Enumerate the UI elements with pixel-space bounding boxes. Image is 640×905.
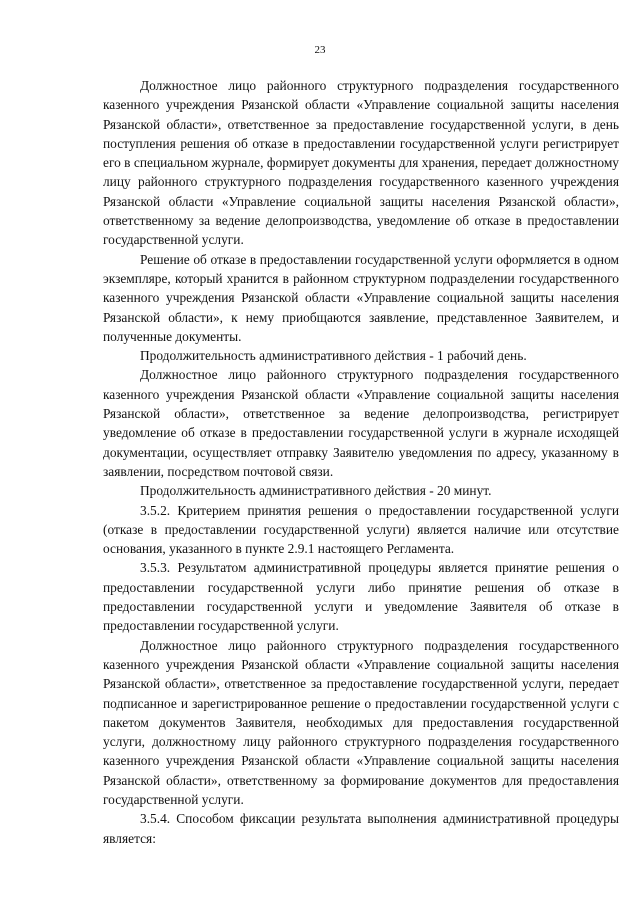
page-number: 23 (314, 44, 326, 56)
paragraph-duration-one-day: Продолжительность административного действия - 1 рабочий день. (140, 348, 527, 364)
paragraph-3-5-4: 3.5.4. Способом фиксации результата выполнения административной процедуры является: (103, 811, 619, 846)
paragraph-duration-twenty-minutes: Продолжительность административного действия - 20 минут. (140, 483, 492, 499)
document-body (103, 76, 619, 848)
paragraph-3-5-2: 3.5.2. Критерием принятия решения о предоставлении государственной услуги (отказе в предоставлении государственной услуги) является наличие или отсутствие основания, указанного в пункте 2.9.1 настоящего Регламента. (103, 502, 619, 557)
paragraph-decision-transfer: Должностное лицо районного структурного подразделения государственного казенного учреждения Рязанской области «Управление социальной защиты населения Рязанской области», ответственное за предоставление государственной услуги, передает подписанное и зарегистрированное решение о предоставлении государственной услуги с пакетом документов Заявителя, необходимых для предоставления государственной услуги, должностному лицу районного структурного подразделения государственного казенного учреждения Рязанской области «Управление социальной защиты населения Рязанской области», ответственному за формирование документов для предоставления государственной услуги. (103, 637, 619, 807)
paragraph-3-5-3: 3.5.3. Результатом административной процедуры является принятие решения о предоставлении государственной услуги либо принятие решения об отказе в предоставлении государственной услуги и уведомление Заявителя об отказе в предоставлении государственной услуги. (103, 560, 619, 634)
paragraph-official-registers-refusal: Должностное лицо районного структурного подразделения государственного казенного учреждения Рязанской области «Управление социальной защиты населения Рязанской области», ответственное за предоставление государственной услуги, в день поступления решения об отказе в предоставлении государственной услуги регистрирует его в специальном журнале, формирует документы для хранения, передает должностному лицу районного структурного подразделения государственного казенного учреждения Рязанской области «Управление социальной защиты населения Рязанской области», ответственному за ведение делопроизводства, уведомление об отказе в предоставлении государственной услуги. (103, 78, 619, 248)
paragraph-notification-mailing: Должностное лицо районного структурного подразделения государственного казенного учреждения Рязанской области «Управление социальной защиты населения Рязанской области», ответственное за ведение делопроизводства, регистрирует уведомление об отказе в предоставлении государственной услуги в журнале исходящей документации, осуществляет отправку Заявителю уведомления по адресу, указанному в заявлении, посредством почтовой связи. (103, 367, 619, 479)
paragraph-refusal-decision-storage: Решение об отказе в предоставлении государственной услуги оформляется в одном экземпляре, который хранится в районном структурном подразделении государственного казенного учреждения Рязанской области «Управление социальной защиты населения Рязанской области», к нему приобщаются заявление, представленное Заявителем, и полученные документы. (103, 251, 619, 344)
